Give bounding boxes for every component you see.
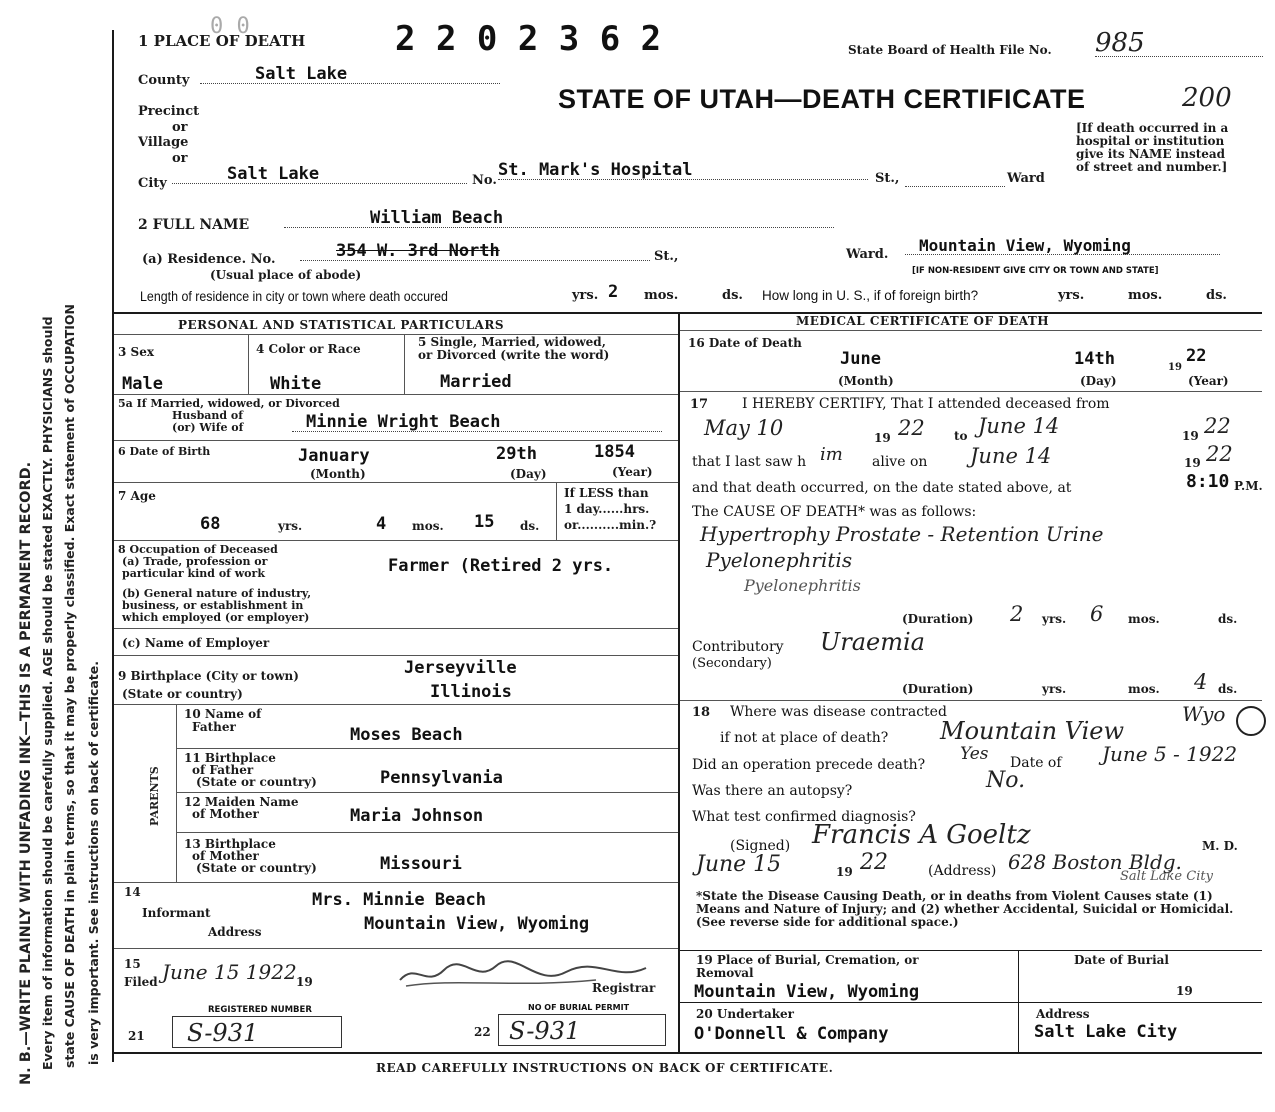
burial-permit-label: NO OF BURIAL PERMIT bbox=[528, 1003, 630, 1012]
cause-note: *State the Disease Causing Death, or in deaths from Violent Causes state (1) Means and Nature of Injury; and (2) whether Accidental, Suicidal or Homicidal. (See reverse side for additional space.) bbox=[696, 889, 1234, 929]
birthplace-label-1: 9 Birthplace (City or town) bbox=[118, 669, 299, 683]
occurred-suffix: P.M. bbox=[1234, 479, 1263, 493]
rule bbox=[114, 704, 678, 705]
form-left-border bbox=[112, 30, 114, 1062]
contracted-num: 18 bbox=[692, 705, 711, 720]
residence-ward-label: Ward. bbox=[846, 247, 889, 262]
sidebar-line-4: is very important. See instructions on back of certificate. bbox=[86, 661, 101, 1065]
signed-label: (Signed) bbox=[730, 838, 791, 854]
father-bp-value: Pennsylvania bbox=[380, 768, 503, 788]
city-value: Salt Lake bbox=[227, 164, 320, 184]
death-sub-year: (Year) bbox=[1188, 374, 1229, 388]
form-bottom-border bbox=[112, 1052, 1262, 1054]
operation-label: Did an operation precede death? bbox=[692, 757, 926, 773]
circle-mark bbox=[1236, 706, 1266, 736]
contrib-value: Uraemia bbox=[820, 628, 925, 656]
test-label: What test confirmed diagnosis? bbox=[692, 809, 916, 825]
rule bbox=[680, 391, 1262, 392]
place-of-death-label: 1 PLACE OF DEATH bbox=[138, 32, 306, 50]
reg-num-box bbox=[172, 1016, 342, 1048]
county-value: Salt Lake bbox=[255, 64, 348, 84]
birthplace-label-2: (State or country) bbox=[122, 687, 243, 701]
certificate-title: STATE OF UTAH—DEATH CERTIFICATE bbox=[558, 84, 1086, 114]
last-saw-pronoun: im bbox=[820, 444, 843, 465]
occurred-label: and that death occurred, on the date stated above, at bbox=[692, 480, 1072, 496]
reg-num-prefix: 21 bbox=[128, 1029, 145, 1043]
dob-sub-month: (Month) bbox=[310, 467, 366, 481]
alive-on-value: June 14 bbox=[970, 444, 1052, 468]
us-ds-label: ds. bbox=[1206, 288, 1227, 303]
less-label-1: If LESS than bbox=[564, 486, 649, 500]
county-field bbox=[200, 66, 500, 84]
length-yrs-label: yrs. bbox=[572, 288, 599, 303]
length-yrs-value: 2 bbox=[608, 282, 619, 302]
dob-sub-year: (Year) bbox=[612, 465, 653, 479]
duration2-ds-label: ds. bbox=[1218, 682, 1238, 696]
rule bbox=[114, 655, 678, 656]
residence-field bbox=[300, 243, 650, 261]
mother-bp-value: Missouri bbox=[380, 854, 462, 874]
less-label-3: or..........min.? bbox=[564, 518, 657, 532]
us-yrs-label: yrs. bbox=[1058, 288, 1085, 303]
county-label: County bbox=[138, 73, 190, 88]
length-mos-label: mos. bbox=[644, 288, 679, 303]
no-field bbox=[498, 162, 868, 180]
md-label: M. D. bbox=[1202, 839, 1238, 853]
reg-num-label: REGISTERED NUMBER bbox=[208, 1005, 312, 1015]
city-field bbox=[172, 166, 467, 184]
dob-year: 1854 bbox=[594, 442, 635, 462]
burial-permit-box bbox=[498, 1014, 666, 1046]
occ-b-1: (b) General nature of industry, bbox=[122, 587, 312, 600]
spouse-field bbox=[292, 414, 662, 432]
age-ds-label: ds. bbox=[520, 519, 540, 533]
father-value: Moses Beach bbox=[350, 725, 463, 745]
sidebar-line-3: state CAUSE OF DEATH in plain terms, so that it may be properly classified. Exact statement of OCCUPATION bbox=[62, 304, 77, 1068]
no-label: No. bbox=[472, 173, 497, 188]
contracted-extra: Wyo bbox=[1182, 702, 1226, 726]
residence-st-label: St., bbox=[654, 249, 679, 264]
dob-label: 6 Date of Birth bbox=[118, 445, 211, 458]
occ-b-3: which employed (or employer) bbox=[122, 611, 310, 624]
dob-sub-day: (Day) bbox=[510, 467, 547, 481]
undertaker-divider bbox=[680, 1002, 1262, 1003]
residence-label: (a) Residence. No. bbox=[142, 252, 276, 267]
alive-on-year: 22 bbox=[1206, 442, 1233, 466]
section-divider bbox=[112, 312, 1262, 314]
undertaker-label: 20 Undertaker bbox=[696, 1007, 795, 1021]
cause-line-2: Pyelonephritis bbox=[706, 548, 853, 572]
operation-date: June 5 - 1922 bbox=[1102, 742, 1238, 766]
rule bbox=[114, 394, 678, 395]
signed-year: 22 bbox=[860, 850, 888, 875]
rule bbox=[176, 704, 177, 882]
alive-on-19: 19 bbox=[1184, 456, 1201, 470]
occurred-time: 8:10 bbox=[1186, 471, 1230, 492]
father-bp-3: (State or country) bbox=[196, 775, 317, 789]
us-residence-label: How long in U. S., if of foreign birth? bbox=[762, 288, 979, 303]
spouse-label-2: Husband of bbox=[172, 409, 243, 422]
sex-label: 3 Sex bbox=[118, 345, 154, 359]
burial-date-label: Date of Burial bbox=[1074, 953, 1169, 967]
footer-instructions: READ CAREFULLY INSTRUCTIONS ON BACK OF CERTIFICATE. bbox=[376, 1061, 834, 1075]
rule bbox=[114, 540, 678, 541]
rule bbox=[176, 832, 678, 833]
autopsy-label: Was there an autopsy? bbox=[692, 783, 853, 799]
file-no-value: 985 bbox=[1095, 28, 1145, 58]
duration2-ds: 4 bbox=[1194, 670, 1208, 694]
informant-value: Mrs. Minnie Beach bbox=[312, 890, 486, 910]
dob-day: 29th bbox=[496, 444, 537, 464]
village-label: Village bbox=[138, 135, 189, 150]
med-address-value: 628 Boston Bldg. bbox=[1008, 850, 1182, 874]
spouse-label-3: (or) Wife of bbox=[172, 421, 244, 434]
full-name-field bbox=[284, 210, 834, 228]
age-label: 7 Age bbox=[118, 489, 156, 503]
contrib-sub: (Secondary) bbox=[692, 656, 772, 671]
informant-label: Informant bbox=[142, 906, 211, 920]
attended-from: May 10 bbox=[704, 416, 784, 440]
color-label: 4 Color or Race bbox=[256, 342, 361, 356]
birthplace-state: Illinois bbox=[430, 682, 512, 702]
burial-permit-value: S-931 bbox=[509, 1017, 581, 1045]
length-ds-label: ds. bbox=[722, 288, 743, 303]
rule bbox=[404, 334, 405, 394]
burial-permit-prefix: 22 bbox=[474, 1025, 491, 1039]
parents-label: PARENTS bbox=[148, 766, 161, 826]
medical-section-title: MEDICAL CERTIFICATE OF DEATH bbox=[796, 314, 1050, 328]
operation-date-label: Date of bbox=[1010, 755, 1062, 771]
residence-ward-field bbox=[905, 238, 1220, 255]
attended-to-year: 22 bbox=[1204, 414, 1231, 438]
occ-label-2: (a) Trade, profession or bbox=[122, 555, 268, 568]
burial-place-value: Mountain View, Wyoming bbox=[694, 982, 920, 1002]
rule bbox=[114, 628, 678, 629]
registrar-label: Registrar bbox=[592, 981, 656, 995]
mother-label-1: 12 Maiden Name bbox=[184, 795, 299, 809]
cause-line-1: Hypertrophy Prostate - Retention Urine bbox=[700, 522, 1104, 546]
rule bbox=[680, 330, 1262, 331]
med-address-value-2: Salt Lake City bbox=[1120, 869, 1213, 884]
father-bp-1: 11 Birthplace bbox=[184, 751, 276, 765]
spouse-label-1: 5a If Married, widowed, or Divorced bbox=[118, 397, 340, 410]
undertaker-value: O'Donnell & Company bbox=[694, 1024, 889, 1044]
rule bbox=[114, 948, 678, 949]
occ-label-1: 8 Occupation of Deceased bbox=[118, 543, 278, 556]
occ-b-2: business, or establishment in bbox=[122, 599, 304, 612]
city-label: City bbox=[138, 176, 167, 191]
contrib-label: Contributory bbox=[692, 639, 784, 655]
st-label: St., bbox=[875, 171, 900, 186]
filed-19: 19 bbox=[296, 975, 313, 989]
attended-from-year: 22 bbox=[898, 416, 925, 440]
operation-value: Yes bbox=[960, 744, 989, 764]
signed-value: Francis A Goeltz bbox=[812, 820, 1031, 850]
to-label: to bbox=[954, 429, 968, 443]
rule bbox=[176, 748, 678, 749]
nonresident-note: [IF NON-RESIDENT GIVE CITY OR TOWN AND STATE] bbox=[912, 266, 1159, 276]
file-no-label: State Board of Health File No. bbox=[848, 43, 1052, 57]
spouse-value: Minnie Wright Beach bbox=[306, 412, 501, 432]
full-name-value: William Beach bbox=[370, 208, 504, 228]
informant-address-value: Mountain View, Wyoming bbox=[364, 914, 590, 934]
file-no-field bbox=[1095, 30, 1263, 57]
sidebar-line-2: Every item of information should be carefully supplied. AGE should be stated EXACTLY. PHYSICIANS should bbox=[40, 316, 55, 1070]
burial-place-label-1: 19 Place of Burial, Cremation, or bbox=[696, 953, 919, 967]
cause-line-3: Pyelonephritis bbox=[744, 576, 861, 595]
signed-date: June 15 bbox=[696, 852, 782, 877]
hospital-note: [If death occurred in a hospital or institution give its NAME instead of street and number.] bbox=[1076, 121, 1229, 174]
duration-yrs: 2 bbox=[1010, 602, 1024, 626]
mother-bp-1: 13 Birthplace bbox=[184, 837, 276, 851]
attended-to-19: 19 bbox=[1182, 429, 1199, 443]
death-date-label: 16 Date of Death bbox=[688, 336, 802, 350]
autopsy-value: No. bbox=[986, 768, 1026, 793]
sex-value: Male bbox=[122, 374, 163, 394]
or-label-1: or bbox=[172, 120, 188, 135]
death-day: 14th bbox=[1074, 349, 1115, 369]
mother-bp-2: of Mother bbox=[192, 849, 259, 863]
und-address-label: Address bbox=[1036, 1007, 1090, 1021]
death-19: 19 bbox=[1168, 362, 1182, 373]
burial-date-19: 19 bbox=[1176, 984, 1193, 998]
filed-label: Filed bbox=[124, 975, 158, 989]
length-residence-label: Length of residence in city or town where death occured bbox=[140, 289, 448, 304]
burial-place-label-2: Removal bbox=[696, 966, 754, 980]
rule bbox=[680, 700, 1262, 701]
marital-label-2: or Divorced (write the word) bbox=[418, 348, 610, 362]
contracted-label: Where was disease contracted bbox=[730, 704, 947, 720]
age-mos: 4 bbox=[376, 514, 387, 534]
duration2-mos-label: mos. bbox=[1128, 682, 1160, 696]
occ-value: Farmer (Retired 2 yrs. bbox=[388, 556, 614, 576]
sidebar-line-1: N. B.—WRITE PLAINLY WITH UNFADING INK—THIS IS A PERMANENT RECORD. bbox=[18, 461, 34, 1085]
employer-label: (c) Name of Employer bbox=[122, 636, 270, 650]
ward-field bbox=[905, 172, 1005, 187]
father-bp-2: of Father bbox=[192, 763, 254, 777]
filed-value: June 15 1922 bbox=[162, 960, 297, 984]
title-handwritten: 200 bbox=[1182, 83, 1232, 113]
faint-number: 0 0 bbox=[210, 14, 250, 39]
duration-mos-label: mos. bbox=[1128, 612, 1160, 626]
filed-num: 15 bbox=[124, 957, 141, 971]
age-ds: 15 bbox=[474, 512, 495, 532]
precinct-label: Precinct bbox=[138, 104, 200, 119]
no-value: St. Mark's Hospital bbox=[498, 160, 693, 180]
ward-label: Ward bbox=[1007, 171, 1045, 186]
certify-text: I HEREBY CERTIFY, That I attended deceased from bbox=[742, 396, 1110, 412]
column-divider bbox=[678, 312, 680, 1052]
duration-mos: 6 bbox=[1090, 602, 1104, 626]
certify-num: 17 bbox=[690, 397, 709, 412]
father-label-2: Father bbox=[192, 720, 236, 734]
less-label-2: 1 day......hrs. bbox=[564, 502, 650, 516]
dob-month: January bbox=[298, 446, 370, 466]
duration2-label: (Duration) bbox=[902, 682, 974, 696]
informant-num: 14 bbox=[124, 885, 141, 899]
burial-date-divider bbox=[1018, 950, 1019, 1052]
duration2-yrs-label: yrs. bbox=[1042, 682, 1067, 696]
birthplace-city: Jerseyville bbox=[404, 658, 517, 678]
age-mos-label: mos. bbox=[412, 519, 444, 533]
signed-19: 19 bbox=[836, 865, 853, 879]
rule bbox=[176, 792, 678, 793]
rule bbox=[114, 882, 678, 883]
residence-sub: (Usual place of abode) bbox=[210, 268, 362, 282]
age-yrs: 68 bbox=[200, 514, 221, 534]
duration-yrs-label: yrs. bbox=[1042, 612, 1067, 626]
death-year: 22 bbox=[1186, 346, 1207, 366]
alive-on-label: alive on bbox=[872, 454, 928, 470]
residence-ward-value: Mountain View, Wyoming bbox=[919, 236, 1131, 255]
personal-section-title: PERSONAL AND STATISTICAL PARTICULARS bbox=[178, 318, 505, 332]
us-mos-label: mos. bbox=[1128, 288, 1163, 303]
marital-label-1: 5 Single, Married, widowed, bbox=[418, 335, 606, 349]
or-label-2: or bbox=[172, 151, 188, 166]
rule bbox=[114, 482, 678, 483]
death-month: June bbox=[840, 349, 881, 369]
informant-address-label: Address bbox=[208, 925, 262, 939]
und-address-value: Salt Lake City bbox=[1034, 1022, 1178, 1042]
rule bbox=[556, 482, 557, 540]
contracted-value: Mountain View bbox=[940, 717, 1124, 745]
rule bbox=[114, 440, 678, 441]
rule bbox=[248, 334, 249, 394]
reg-num-value: S-931 bbox=[187, 1019, 259, 1047]
residence-value: 354 W. 3rd North bbox=[336, 241, 500, 261]
full-name-label: 2 FULL NAME bbox=[138, 217, 250, 233]
stamped-number: 2 2 0 2 3 6 2 bbox=[395, 19, 662, 59]
mother-label-2: of Mother bbox=[192, 807, 259, 821]
attended-to: June 14 bbox=[978, 414, 1060, 438]
mother-bp-3: (State or country) bbox=[196, 861, 317, 875]
age-yrs-label: yrs. bbox=[278, 519, 303, 533]
burial-divider bbox=[680, 950, 1262, 951]
occ-label-3: particular kind of work bbox=[122, 567, 265, 580]
attended-from-19: 19 bbox=[874, 431, 891, 445]
color-value: White bbox=[270, 374, 322, 394]
duration-label: (Duration) bbox=[902, 612, 974, 626]
marital-value: Married bbox=[440, 372, 512, 392]
father-label-1: 10 Name of bbox=[184, 707, 262, 721]
med-address-label: (Address) bbox=[928, 863, 997, 879]
contracted-label-2: if not at place of death? bbox=[720, 730, 889, 746]
cause-label: The CAUSE OF DEATH* was as follows: bbox=[692, 504, 977, 520]
death-sub-day: (Day) bbox=[1080, 374, 1117, 388]
death-sub-month: (Month) bbox=[838, 374, 894, 388]
duration-ds-label: ds. bbox=[1218, 612, 1238, 626]
mother-value: Maria Johnson bbox=[350, 806, 484, 826]
last-saw-label: that I last saw h bbox=[692, 454, 807, 470]
